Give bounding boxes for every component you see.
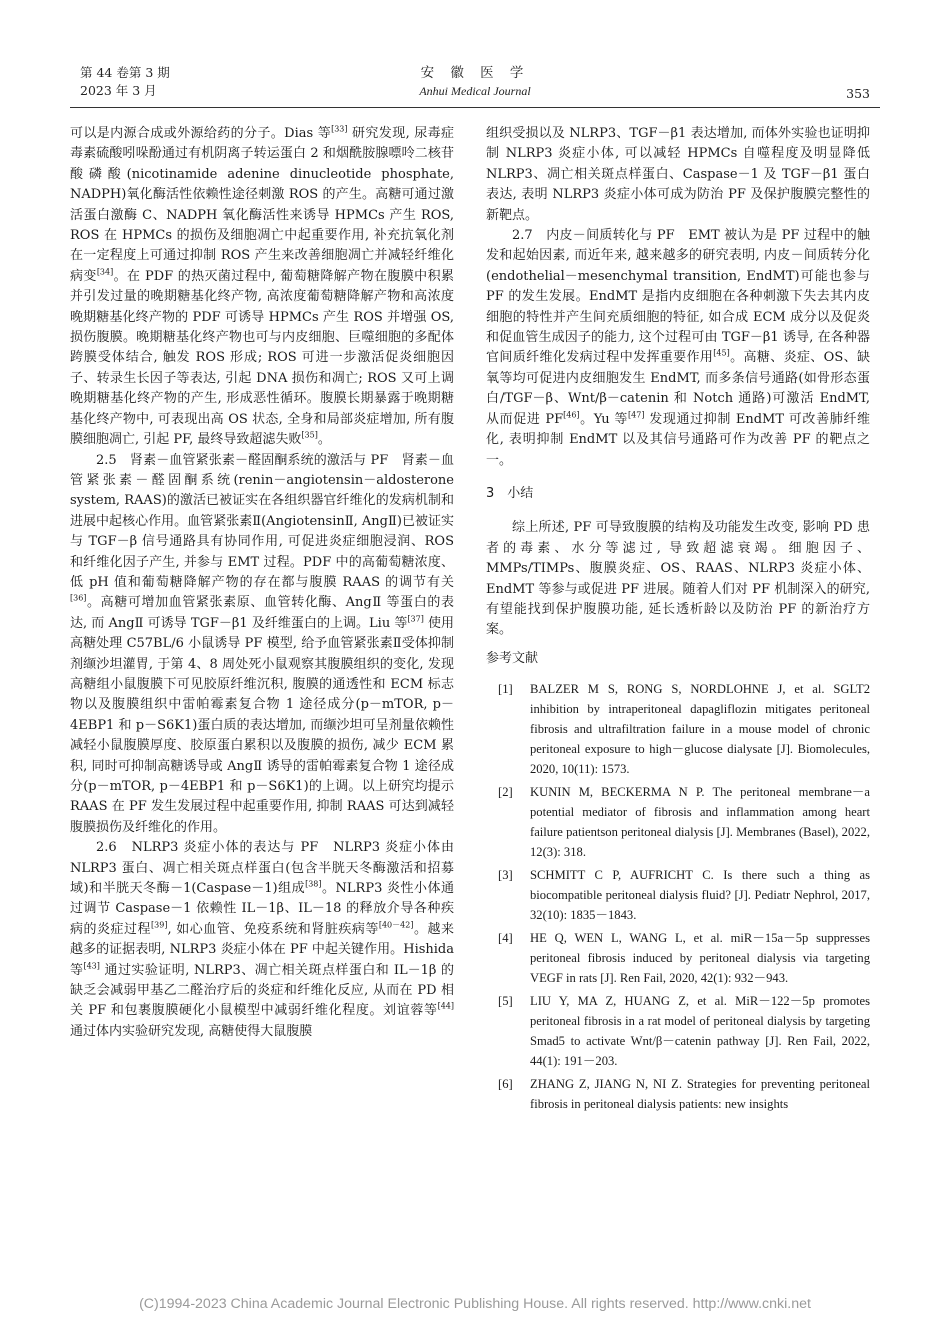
- reference-text: KUNIN M, BECKERMA N P. The peritoneal membrane－a potential mediator of fibrosis and inflammation among heart failure patientson peritoneal dialysis [J]. Membranes (Basel), 2022, 12(3): 318.: [530, 785, 870, 860]
- reference-item[interactable]: [486, 679, 870, 779]
- reference-number: [3]: [498, 868, 513, 883]
- citation[interactable]: [47]: [628, 410, 645, 420]
- citation[interactable]: [39]: [151, 920, 168, 930]
- reference-text: BALZER M S, RONG S, NORDLOHNE J, et al. SGLT2 inhibition by intraperitoneal dapagliflozin mitigates peritoneal fibrosis and ultrafiltration failure in a mouse model of chronic peritoneal exposure to high－glucose dialysate [J]. Biomolecules, 2020, 10(11): 1573.: [530, 682, 870, 777]
- reference-number: [1]: [498, 682, 513, 697]
- left-column: [70, 124, 454, 1042]
- reference-number: [6]: [498, 1077, 513, 1092]
- reference-number: [2]: [498, 785, 513, 800]
- issue-date: 2023 年 3 月: [80, 83, 157, 98]
- section-heading: 2.6 NLRP3 炎症小体的表达与 PF: [96, 840, 334, 856]
- section-3-body: 综上所述, PF 可导致腹膜的结构及功能发生改变, 影响 PD 患者的毒素、水分等滤过, 导致超滤衰竭。细胞因子、MMPs/TIMPs、腹膜炎症、OS、RAAS、NLRP3 炎症小体、EndMT 等参与或促进 PF 进展。随着人们对 PF 机制深入的研究, 有望能找到保护腹膜功能, 延长透析龄以及防治 PF 的新治疗方案。: [486, 520, 870, 638]
- citation[interactable]: [34]: [96, 267, 114, 277]
- citation[interactable]: [45]: [713, 349, 730, 359]
- reference-number: [5]: [498, 994, 513, 1009]
- reference-item[interactable]: [486, 865, 870, 925]
- section-2-6: 2.6 NLRP3 炎症小体的表达与 PF NLRP3 炎症小体由 NLRP3 蛋白、凋亡相关斑点样蛋白(包含半胱天冬酶激活和招募域)和半胱天冬酶－1(Caspase－1)组成[38]。NLRP3 炎性小体通过调节 Caspase－1 依赖性 IL－1β、IL－18 的释放介导各种疾病的炎症过程[39], 如心血管、免疫系统和肾脏疾病等[40－42]。越来越多的证据表明, NLRP3 炎症小体在 PF 中起关键作用。Hishida 等[43] 通过实验证明, NLRP3、凋亡相关斑点样蛋白和 IL－1β 的缺乏会减弱甲基乙二醛治疗后的炎症和纤维化反应, 从而在 PD 相关 PF 和包裹腹膜硬化小鼠模型中减弱纤维化程度。刘谊蓉等[44] 通过体内实验研究发现, 高糖使得大鼠腹膜: [70, 840, 454, 1039]
- journal-title-cn: 安 徽 医 学: [420, 65, 530, 81]
- reference-item[interactable]: [486, 991, 870, 1071]
- reference-text: SCHMITT C P, AUFRICHT C. Is there such a thing as biocompatible peritoneal dialysis fluid? [J]. Pediatr Nephrol, 2017, 32(10): 1835－1843.: [530, 868, 870, 923]
- citation[interactable]: [38]: [305, 879, 322, 889]
- citation[interactable]: [44]: [437, 1002, 454, 1012]
- reference-text: ZHANG Z, JIANG N, NI Z. Strategies for preventing peritoneal fibrosis in peritoneal dialysis patients: new insights: [530, 1077, 870, 1112]
- header-rule: [70, 107, 880, 108]
- right-column: [486, 124, 870, 1117]
- references-title: 参考文献: [486, 650, 539, 666]
- section-2-5: 2.5 肾素－血管紧张素－醛固酮系统的激活与 PF 肾素－血管紧张素－醛固酮系统(renin－angiotensin－aldosterone system, RAAS)的激活已被证实在各组织器官纤维化的发病机制和进展中起核心作用。血管紧张素Ⅱ(AngiotensinⅡ, AngⅡ)已被证实与 TGF－β 信号通路具有协同作用, 可促进炎症细胞浸润、ROS 和纤维化因子产生, 并参与 EMT 过程。PDF 中的高葡萄糖浓度、低 pH 值和葡萄糖降解产物的存在都与腹膜 RAAS 的调节有关[36]。高糖可增加血管紧张素原、血管转化酶、AngⅡ 等蛋白的表达, 而 AngⅡ 可诱导 TGF－β1 及纤维蛋白的上调。Liu 等[37] 使用高糖处理 C57BL/6 小鼠诱导 PF 模型, 给予血管紧张素Ⅱ受体抑制剂缬沙坦灌胃, 于第 4、8 周处死小鼠观察其腹膜组织的变化, 发现高糖组小鼠腹膜下可见胶原纤维沉积, 腹膜的通透性和 ECM 标志物以及腹膜组织中雷帕霉素复合物 1 途径成分(p－mTOR, p－4EBP1 和 p－S6K1)蛋白质的表达增加, 而缬沙坦可呈剂量依赖性减轻小鼠腹膜厚度、胶原蛋白累积以及腹膜的损伤, 减少 ECM 累积, 同时可抑制高糖诱导或 AngⅡ 诱导的雷帕霉素复合物 1 途径成分(p－mTOR, p－4EBP1 和 p－S6K1)的上调。以上研究均提示 RAAS 在 PF 发生发展过程中起重要作用, 抑制 RAAS 可达到减轻腹膜损伤及纤维化的作用。: [70, 452, 454, 835]
- reference-item[interactable]: [486, 782, 870, 862]
- reference-number: [4]: [498, 931, 513, 946]
- reference-item[interactable]: [486, 928, 870, 988]
- paragraph-ros: 可以是内源合成或外源给药的分子。Dias 等[33] 研究发现, 尿毒症毒素硫酸吲哚酚通过有机阴离子转运蛋白 2 和烟酰胺腺嘌呤二核苷酸磷酸(nicotinamide adenine dinucleotide phosphate, NADPH)氧化酶活性依赖性途径刺激 ROS 的产生。高糖可通过激活蛋白激酶 C、NADPH 氧化酶活性来诱导 HPMCs 产生 ROS, ROS 在 HPMCs 的损伤及细胞凋亡中起重要作用, 补充抗氧化剂在一定程度上可通过抑制 ROS 产生来改善细胞凋亡并减轻纤维化病变[34]。在 PDF 的热灭菌过程中, 葡萄糖降解产物在腹膜中积累并引发过量的晚期糖基化终产物, 高浓度葡萄糖降解产物和高浓度晚期糖基化终产物的 PDF 可诱导 HPMCs 产生 ROS 并增强 OS, 损伤腹膜。晚期糖基化终产物也可与内皮细胞、巨噬细胞的多配体跨膜受体结合, 触发 ROS 形成; ROS 可进一步激活促炎细胞因子、转录生长因子等表达, 引起 DNA 损伤和凋亡; ROS 又可上调晚期糖基化终产物的产生, 形成恶性循环。腹膜长期暴露于晚期糖基化终产物中, 可表现出高 OS 状态, 全身和局部炎症增加, 所有腹膜细胞凋亡, 引起 PF, 最终导致超滤失败[35]。: [70, 124, 454, 448]
- section-heading: 2.7 内皮－间质转化与 PF: [512, 228, 689, 244]
- section-heading: 2.5 肾素－血管紧张素－醛固酮系统的激活与 PF: [96, 452, 402, 468]
- citation[interactable]: [35]: [301, 430, 318, 440]
- volume-issue: 第 44 卷第 3 期: [80, 65, 170, 80]
- paragraph-nlrp3-continued: 组织受损以及 NLRP3、TGF－β1 表达增加, 而体外实验也证明抑制 NLRP3 炎症小体, 可以减轻 HPMCs 自噬程度及明显降低 NLRP3、凋亡相关斑点样蛋白、Caspase－1 及 TGF－β1 蛋白表达, 表明 NLRP3 炎症小体可成为防治 PF 及保护腹膜完整性的新靶点。: [486, 126, 870, 223]
- reference-text: LIU Y, MA Z, HUANG Z, et al. MiR－122－5p promotes peritoneal fibrosis in a rat model of peritoneal dialysis by targeting Smad5 to activate Wnt/β－catenin pathway [J]. Ren Fail, 2022, 44(1): 191－203.: [530, 994, 870, 1069]
- journal-title-en: Anhui Medical Journal: [419, 84, 531, 98]
- reference-item[interactable]: [486, 1074, 870, 1114]
- section-2-7: 2.7 内皮－间质转化与 PF EMT 被认为是 PF 过程中的触发和起始因素, 而近年来, 越来越多的研究表明, 内皮－间质转分化(endothelial－mesenchymal transition, EndMT)可能也参与 PF 的发生发展。EndMT 是指内皮细胞在各种刺激下失去其内皮细胞的特性并产生间充质细胞的特征, 如合成 ECM 成分以及促炎和促血管生成因子的能力, 这个过程可由 TGF－β1 诱导, 在各种器官间质纤维化发病过程中发挥重要作用[45]。高糖、炎症、OS、缺氧等均可促进内皮细胞发生 EndMT, 而多条信号通路(如骨形态蛋白/TGF－β、Wnt/β－catenin 和 Notch 通路)可激活 EndMT, 从而促进 PF[46]。Yu 等[47] 发现通过抑制 EndMT 可改善肺纤维化, 表明抑制 EndMT 以及其信号通路可作为改善 PF 的靶点之一。: [486, 228, 870, 468]
- citation[interactable]: [46]: [563, 410, 580, 420]
- citation[interactable]: [33]: [331, 124, 348, 134]
- page-number: 353: [846, 86, 870, 101]
- reference-list: [486, 679, 870, 1114]
- section-3-title: 3 小结: [486, 485, 534, 501]
- citation[interactable]: [43]: [83, 961, 100, 971]
- citation[interactable]: [37]: [407, 614, 424, 624]
- citation[interactable]: [36]: [70, 594, 87, 604]
- journal-title: [0, 64, 950, 100]
- reference-text: HE Q, WEN L, WANG L, et al. miR－15a－5p suppresses peritoneal fibrosis induced by peritoneal dialysis via targeting VEGF in rats [J]. Ren Fail, 2020, 42(1): 932－943.: [530, 931, 870, 986]
- copyright-footer: (C)1994-2023 China Academic Journal Electronic Publishing House. All rights reserved. http://www.cnki.net: [139, 1296, 811, 1312]
- citation[interactable]: [40－42]: [378, 920, 414, 930]
